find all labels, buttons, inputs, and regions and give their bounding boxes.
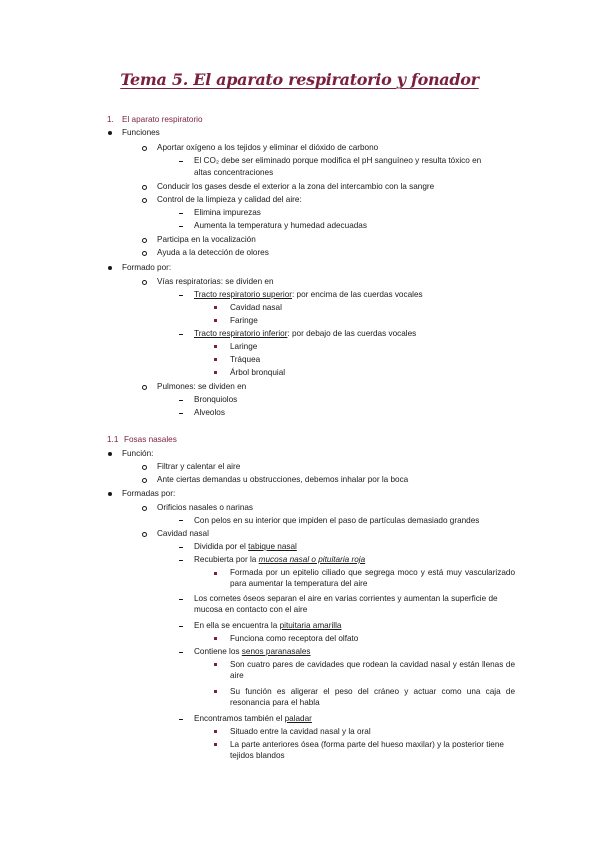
list-item: Los cornetes óseos separan el aire en varias corrientes y aumentan la superficie de mucosa en contacto con el aire [194, 594, 498, 614]
term-underlined: Tracto respiratorio superior [194, 290, 292, 299]
bullet-circle [142, 146, 147, 151]
list-item: Ayuda a la detección de olores [157, 248, 269, 257]
bullet-circle [142, 251, 147, 256]
term-underlined: Tracto respiratorio inferior [194, 329, 288, 338]
term-rest: : por encima de las cuerdas vocales [291, 290, 423, 299]
bullet-dash [179, 413, 183, 414]
term-rest: Dividida por el [194, 542, 249, 551]
list-item [194, 646, 311, 657]
list-item: Aportar oxígeno a los tejidos y eliminar el dióxido de carbono [157, 143, 379, 152]
term-underlined: mucosa nasal o pituitaria roja [258, 555, 366, 564]
list-item: Con pelos en su interior que impiden el paso de partículas demasiado grandes [194, 516, 480, 525]
list-item: Tráquea [230, 355, 261, 364]
bullet-circle [142, 478, 147, 483]
bullet-dot [108, 266, 112, 270]
bullet-square [214, 690, 217, 693]
section-number: 1. [107, 115, 114, 124]
bullet-dash [179, 334, 183, 335]
bullet-square [214, 730, 217, 733]
term-underlined: senos paranasales [241, 647, 311, 656]
list-item: Bronquiolos [194, 395, 238, 404]
list-item: Funciona como receptora del olfato [230, 634, 359, 643]
bullet-dash [179, 226, 183, 227]
list-item: Alveolos [194, 408, 225, 417]
section-heading: Fosas nasales [124, 435, 177, 444]
bullet-square [214, 572, 217, 575]
term-rest: Recubierta por la [194, 555, 259, 564]
list-item-continuation: altas concentraciones [194, 168, 274, 177]
list-item: Faringe [230, 316, 258, 325]
bullet-dash [179, 652, 183, 653]
list-item: Conducir los gases desde el exterior a la zona del intercambio con la sangre [157, 182, 435, 191]
bullet-dash [179, 599, 183, 600]
list-item: Filtrar y calentar el aire [157, 462, 241, 471]
section-number: 1.1 [107, 435, 119, 444]
bullet-circle [142, 532, 147, 537]
list-item: Control de la limpieza y calidad del aire: [157, 195, 302, 204]
bullet-dash [179, 213, 183, 214]
bullet-dot [108, 131, 112, 135]
bullet-square [214, 743, 217, 746]
list-item: Cavidad nasal [230, 303, 282, 312]
bullet-square [214, 319, 217, 322]
list-item: Elimina impurezas [194, 208, 261, 217]
bullet-dash [179, 719, 183, 720]
bullet-dot [108, 492, 112, 496]
bullet-circle [142, 280, 147, 285]
list-item: Ante ciertas demandas u obstrucciones, debemos inhalar por la boca [157, 475, 409, 484]
term-underlined: tabique nasal [248, 542, 297, 551]
list-item [194, 554, 365, 565]
bullet-dash [179, 161, 183, 162]
term-rest: Contiene los [194, 647, 242, 656]
list-item: Vías respiratorias: se dividen en [157, 277, 274, 286]
bullet-circle [142, 385, 147, 390]
bullet-square [214, 306, 217, 309]
bullet-square [214, 345, 217, 348]
list-item: La parte anteriores ósea (forma parte del hueso maxilar) y la posterior tiene tejidos blandos [230, 740, 504, 760]
term-underlined: pituitaria amarilla [279, 621, 342, 630]
bullet-square [214, 371, 217, 374]
list-item [194, 328, 416, 339]
bullet-dash [179, 400, 183, 401]
list-item: Laringe [230, 342, 258, 351]
list-item: Participa en la vocalización [157, 235, 256, 244]
list-item [194, 289, 423, 300]
term-rest: : por debajo de las cuerdas vocales [287, 329, 417, 338]
list-item: Situado entre la cavidad nasal y la oral [230, 727, 371, 736]
term-underlined: paladar [284, 714, 312, 723]
bullet-dash [179, 626, 183, 627]
list-item: Árbol bronquial [230, 368, 286, 377]
bullet-circle [142, 198, 147, 203]
bullet-dash [179, 547, 183, 548]
bullet-dash [179, 560, 183, 561]
bullet-square [214, 663, 217, 666]
section-heading: El aparato respiratorio [122, 115, 203, 124]
list-item: El CO₂ debe ser eliminado porque modifica el pH sanguíneo y resulta tóxico en [194, 156, 482, 165]
label-formadas: Formadas por: [122, 489, 176, 498]
bullet-square [214, 358, 217, 361]
list-item [194, 541, 297, 552]
bullet-circle [142, 238, 147, 243]
list-item [194, 713, 312, 724]
list-item: Formada por un epitelio ciliado que segrega moco y está muy vascularizado para aumentar la temperatura del aire [230, 568, 515, 588]
bullet-square [214, 637, 217, 640]
label-funcion: Función: [122, 449, 154, 458]
bullet-dash [179, 295, 183, 296]
list-item [194, 620, 341, 631]
bullet-dot [108, 452, 112, 456]
term-rest: Encontramos también el [194, 714, 285, 723]
list-item: Orificios nasales o narinas [157, 503, 254, 512]
bullet-circle [142, 506, 147, 511]
bullet-circle [142, 465, 147, 470]
list-item: Aumenta la temperatura y humedad adecuadas [194, 221, 367, 230]
bullet-circle [142, 185, 147, 190]
list-item: Son cuatro pares de cavidades que rodean la cavidad nasal y están llenas de aire [230, 660, 515, 680]
label-funciones: Funciones [122, 128, 160, 137]
list-item: Pulmones: se dividen en [157, 382, 247, 391]
document-title: Tema 5. El aparato respiratorio y fonador [120, 70, 479, 89]
bullet-dash [179, 520, 183, 521]
term-rest: En ella se encuentra la [194, 621, 280, 630]
label-formado: Formado por: [122, 263, 172, 272]
list-item: Cavidad nasal [157, 529, 209, 538]
list-item: Su función es aligerar el peso del cráneo y actuar como una caja de resonancia para el habla [230, 687, 515, 707]
